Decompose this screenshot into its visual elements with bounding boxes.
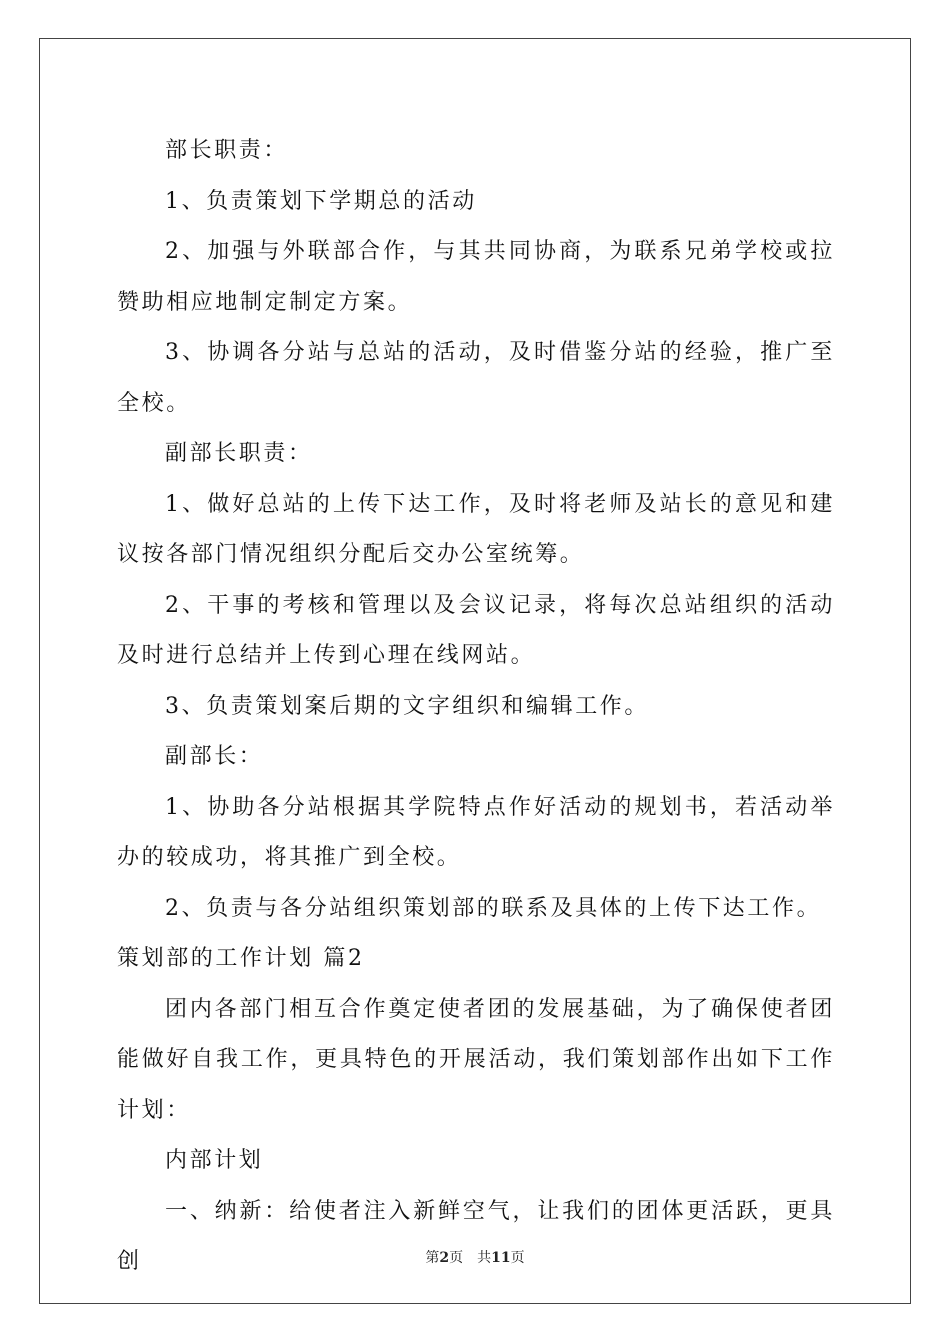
paragraph: 2、加强与外联部合作，与其共同协商，为联系兄弟学校或拉赞助相应地制定制定方案。 [117,239,835,315]
paragraph: 内部计划 [165,1148,264,1173]
page-suffix: 页 [510,1250,525,1266]
document-body [117,126,835,1288]
paragraph: 副部长职责： [165,441,313,466]
paragraph: 1、负责策划下学期总的活动 [165,188,477,214]
page-footer [0,1247,950,1267]
paragraph: 部长职责： [165,138,289,163]
paragraph: 2、干事的考核和管理以及会议记录，将每次总站组织的活动及时进行总结并上传到心理在线网站。 [117,592,835,668]
page-prefix: 第 [425,1250,440,1266]
page-current: 2 [439,1250,450,1266]
paragraph: 3、协调各分站与总站的活动，及时借鉴分站的经验，推广至全校。 [117,340,835,416]
paragraph: 1、做好总站的上传下达工作，及时将老师及站长的意见和建议按各部门情况组织分配后交办公室统筹。 [117,491,835,567]
paragraph: 3、负责策划案后期的文字组织和编辑工作。 [165,693,649,719]
paragraph: 副部长： [165,744,264,769]
paragraph: 一、纳新：给使者注入新鲜空气，让我们的团体更活跃，更具创 [117,1198,835,1274]
section-heading: 策划部的工作计划 篇2 [117,946,365,971]
page-total: 11 [491,1250,511,1266]
paragraph: 2、负责与各分站组织策划部的联系及具体的上传下达工作。 [165,895,822,921]
paragraph: 1、协助各分站根据其学院特点作好活动的规划书，若活动举办的较成功，将其推广到全校。 [117,794,835,870]
page-mid: 页 共 [449,1250,492,1266]
paragraph: 团内各部门相互合作奠定使者团的发展基础，为了确保使者团能做好自我工作，更具特色的开展活动，我们策划部作出如下工作计划： [117,996,835,1123]
